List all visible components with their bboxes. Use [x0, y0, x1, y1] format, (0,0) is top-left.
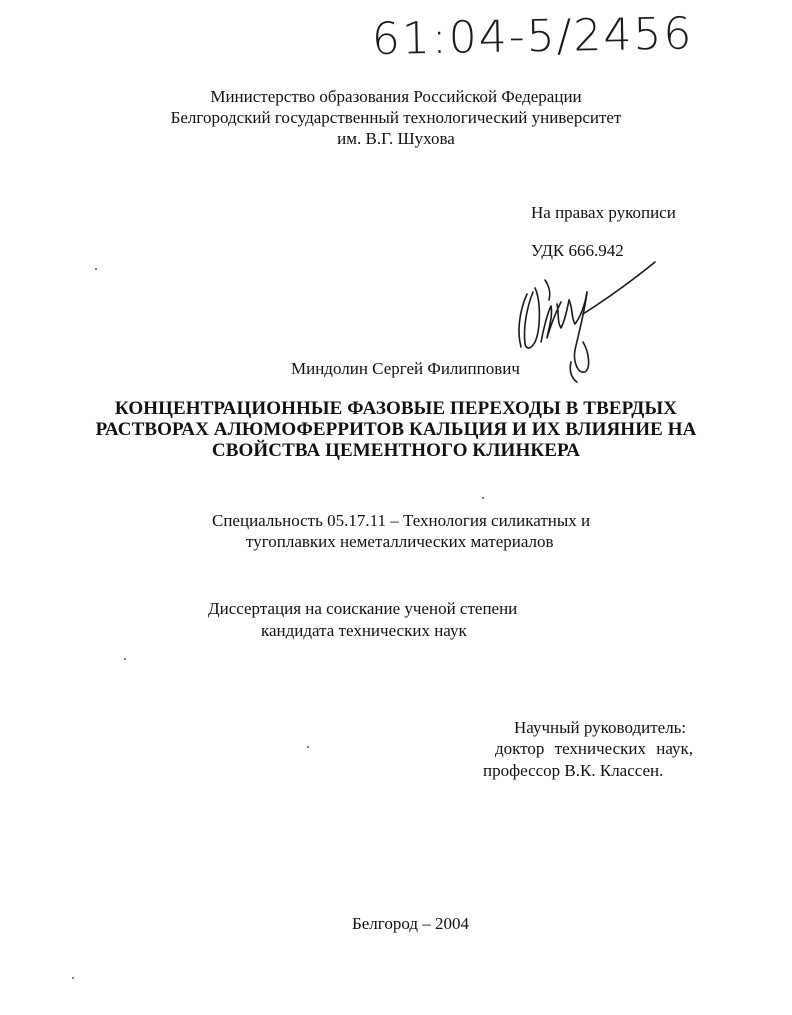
- title-line: РАСТВОРАХ АЛЮМОФЕРРИТОВ КАЛЬЦИЯ И ИХ ВЛИЯНИЕ НА: [95, 419, 697, 440]
- university-name-line: им. В.Г. Шухова: [337, 129, 455, 148]
- city-year: Белгород – 2004: [352, 914, 469, 933]
- dissertation-title: [0, 398, 792, 461]
- archive-number: 61:04-5/2456: [371, 8, 694, 65]
- scan-speck: [307, 746, 309, 748]
- title-line: КОНЦЕНТРАЦИОННЫЕ ФАЗОВЫЕ ПЕРЕХОДЫ В ТВЕРДЫХ: [114, 398, 678, 419]
- institution-header: [0, 86, 792, 149]
- scan-speck: [95, 268, 97, 270]
- supervisor-name: профессор В.К. Классен.: [483, 761, 664, 780]
- scan-speck: [124, 658, 126, 660]
- manuscript-rights: На правах рукописи: [531, 203, 676, 222]
- university-line: Белгородский государственный технологический университет: [170, 108, 622, 127]
- scan-speck: [72, 977, 74, 979]
- author-name: Миндолин Сергей Филиппович: [291, 359, 520, 378]
- ministry-line: Министерство образования Российской Федерации: [210, 87, 582, 106]
- specialty-line-2: тугоплавких неметаллических материалов: [246, 532, 554, 551]
- supervisor-label: Научный руководитель:: [514, 718, 687, 737]
- degree-line-2: кандидата технических наук: [261, 621, 467, 640]
- title-line: СВОЙСТВА ЦЕМЕНТНОГО КЛИНКЕРА: [211, 440, 581, 461]
- signature-icon: [505, 252, 665, 387]
- scan-speck: [482, 497, 484, 499]
- udc-code: УДК 666.942: [531, 241, 624, 260]
- specialty-line: Специальность 05.17.11 – Технология силикатных и: [212, 511, 591, 530]
- supervisor-degree: доктор технических наук,: [495, 739, 694, 758]
- degree-line: Диссертация на соискание ученой степени: [208, 599, 518, 618]
